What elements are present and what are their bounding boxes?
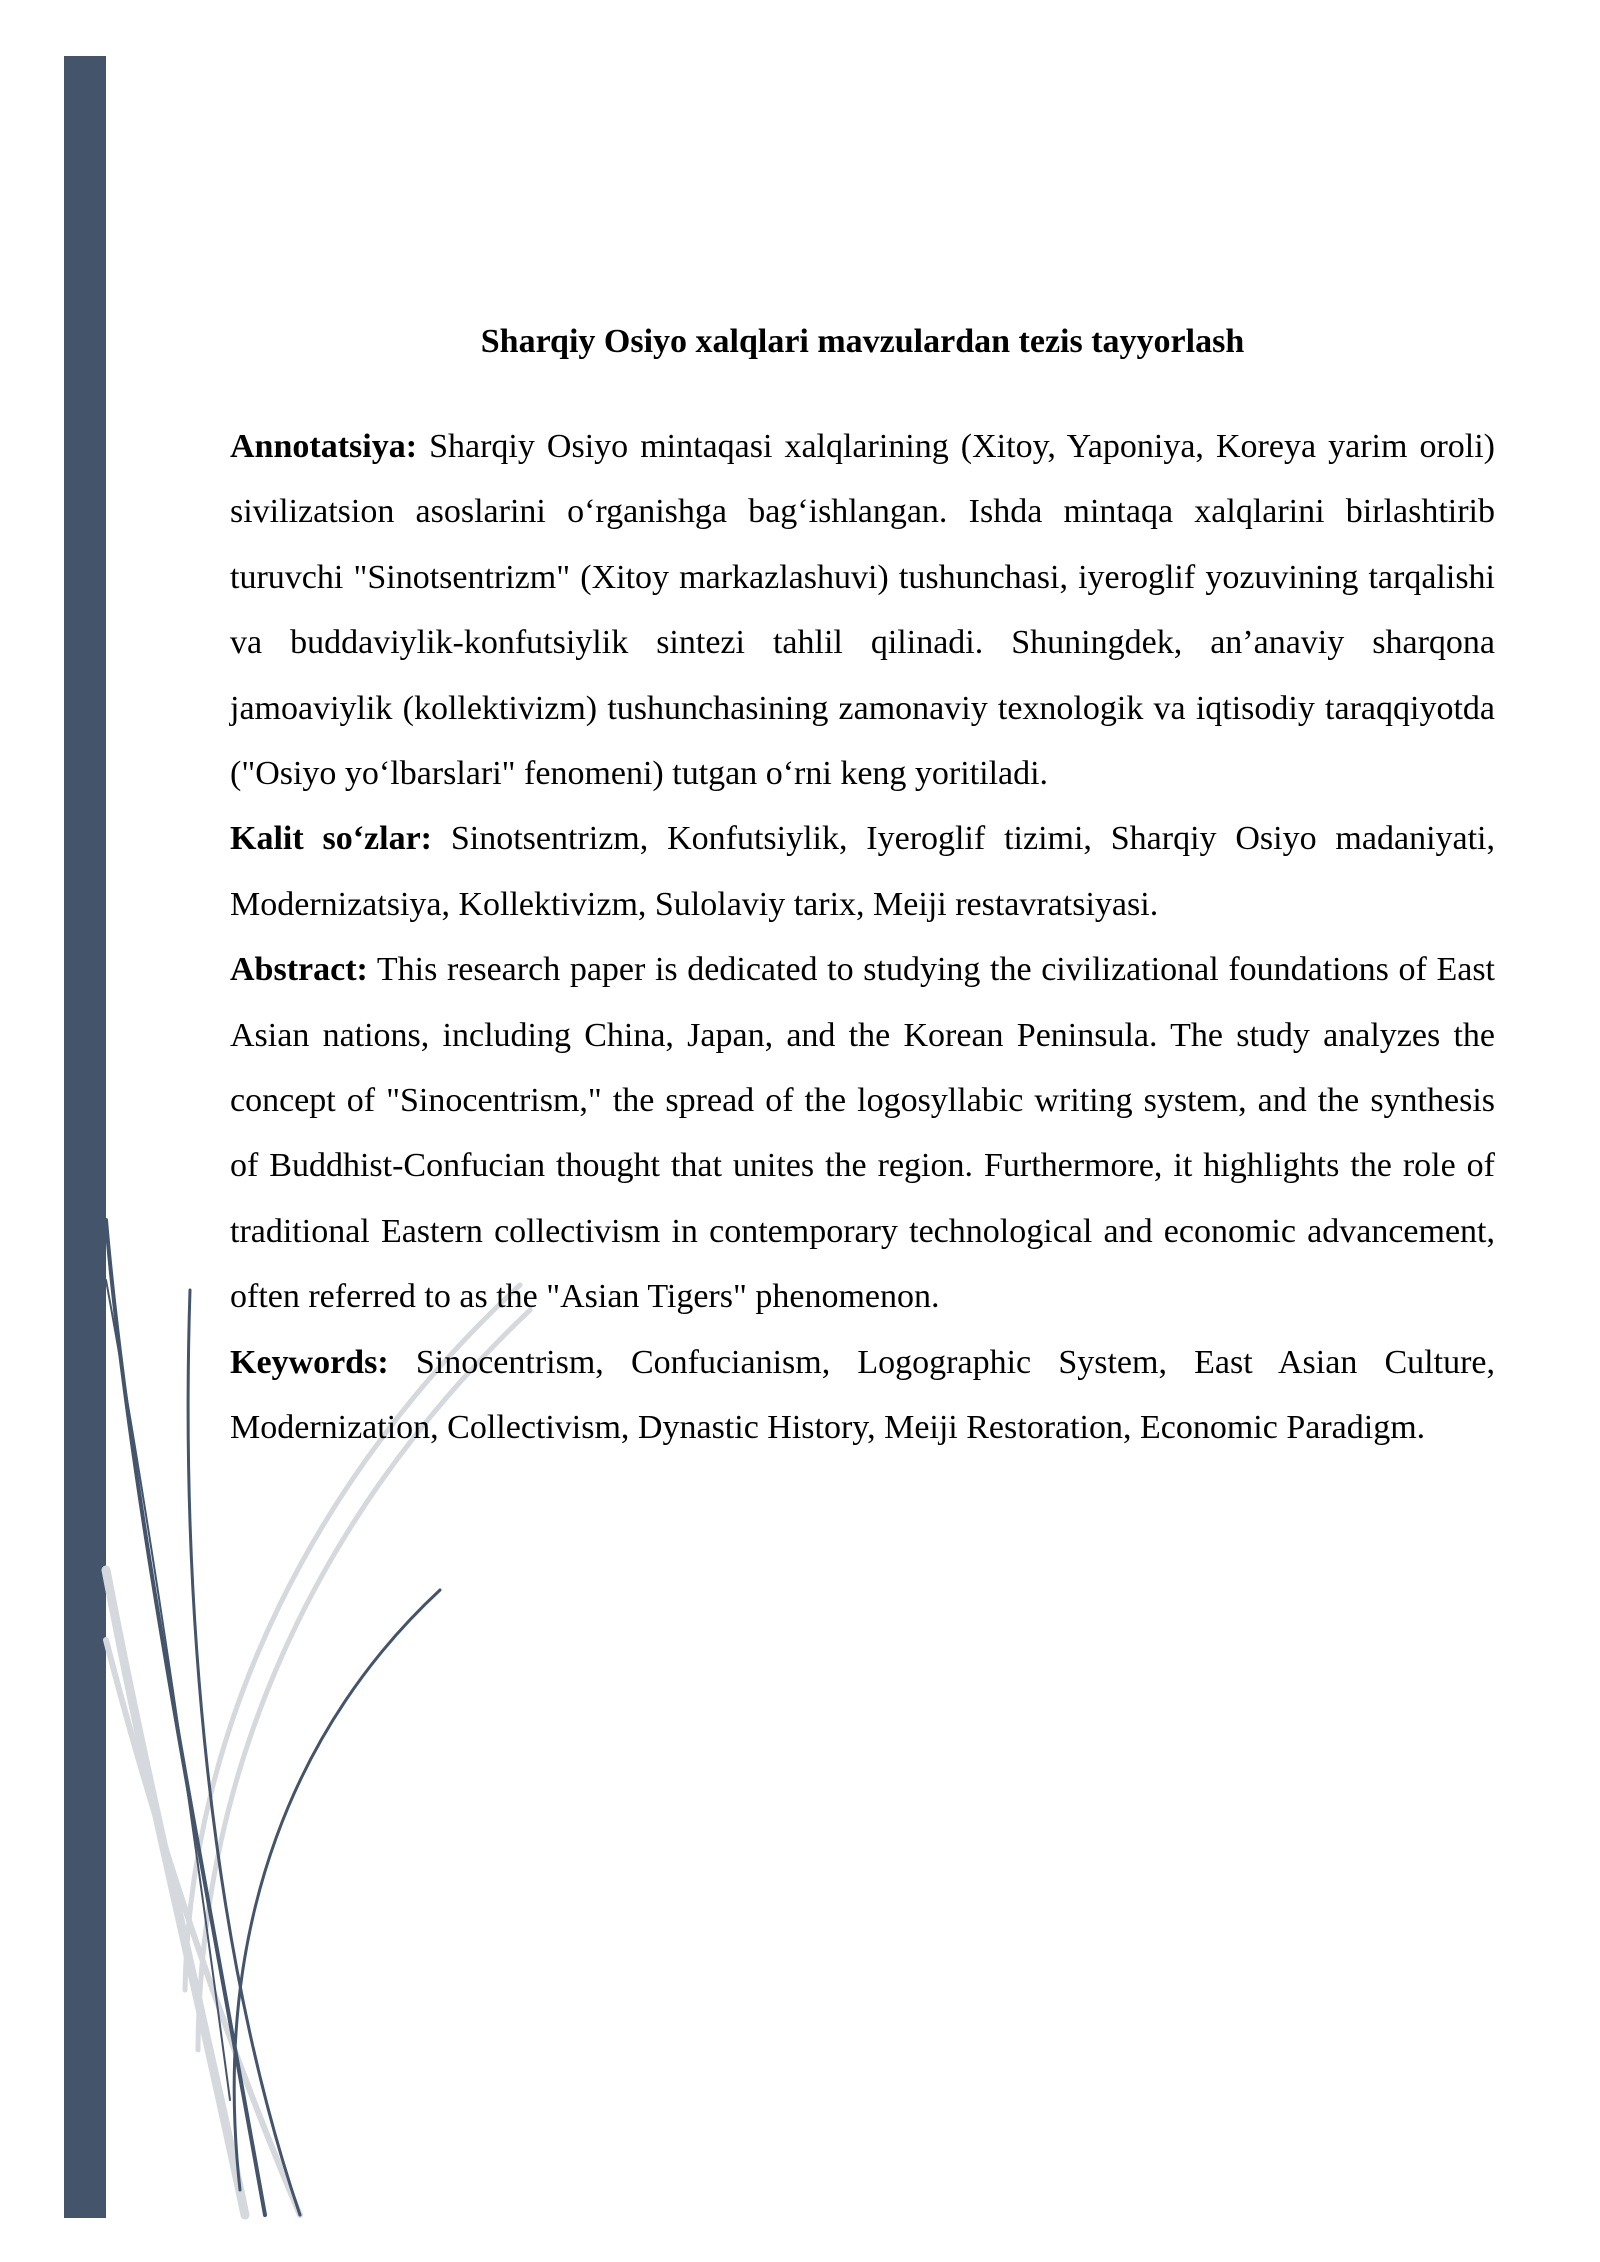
annotation-text: Sharqiy Osiyo mintaqasi xalqlarining (Xitoy, Yaponiya, Koreya yarim oroli) sivilizatsion asoslarini o‘rganishga bag‘ishlangan. Ishda mintaqa xalqlarini birlashtirib turuvchi "Sinotsentrizm" (Xitoy markazlashuvi) tushunchasi, iyeroglif yozuvining tarqalishi va buddaviylik-konfutsiylik sintezi tahlil qilinadi. Shuningdek, an’anaviy sharqona jamoaviylik (kollektivizm) tushunchasining zamonaviy texnologik va iqtisodiy taraqqiyotda ("Osiyo yo‘lbarslari" fenomeni) tutgan o‘rni keng yoritiladi. [230, 428, 1495, 793]
key-words-uz-paragraph [230, 806, 1495, 937]
key-words-uz-text: Sinotsentrizm, Konfutsiylik, Iyeroglif tizimi, Sharqiy Osiyo madaniyati, Modernizatsiya, Kollektivizm, Sulolaviy tarix, Meiji restavratsiyasi. [230, 820, 1495, 923]
dark-curve-3 [234, 1590, 440, 2190]
sidebar-bar [64, 56, 106, 2218]
abstract-text: This research paper is dedicated to studying the civilizational foundations of East Asian nations, including China, Japan, and the Korean Peninsula. The study analyzes the concept of "Sinocentrism," the spread of the logosyllabic writing system, and the synthesis of Buddhist-Confucian thought that unites the region. Furthermore, it highlights the role of traditional Eastern collectivism in contemporary technological and economic advancement, often referred to as the "Asian Tigers" phenomenon. [230, 951, 1495, 1316]
light-curve-1 [106, 1570, 245, 2215]
abstract-paragraph [230, 937, 1495, 1329]
keywords-en-paragraph [230, 1330, 1495, 1461]
dark-curve-4 [106, 1280, 230, 2100]
abstract-label: Abstract: [230, 951, 368, 989]
annotation-label: Annotatsiya: [230, 428, 418, 465]
key-words-uz-label: Kalit so‘zlar: [230, 820, 433, 858]
document-body [230, 320, 1495, 1461]
annotation-paragraph [230, 414, 1495, 806]
light-curve-2 [106, 1640, 300, 2215]
document-title: Sharqiy Osiyo xalqlari mavzulardan tezis tayyorlash [480, 323, 1245, 360]
keywords-en-text: Sinocentrism, Confucianism, Logographic System, East Asian Culture, Modernization, Collectivism, Dynastic History, Meiji Restoration, Economic Paradigm. [230, 1343, 1495, 1447]
keywords-en-label: Keywords: [230, 1343, 389, 1381]
